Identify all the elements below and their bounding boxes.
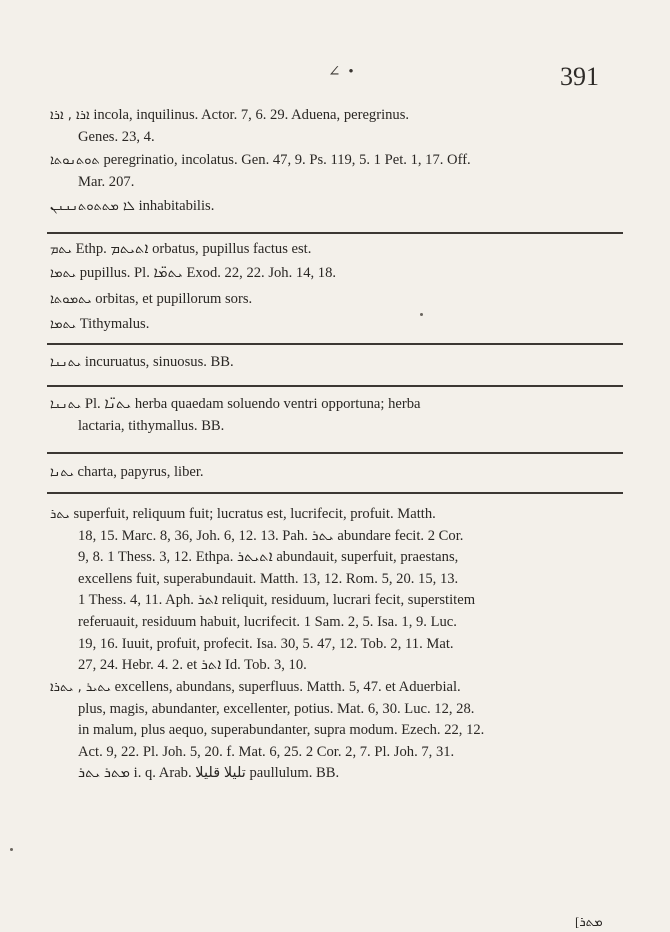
entry-continuation-line: Act. 9, 22. Pl. Joh. 5, 20. f. Mat. 6, 25. 2 Cor. 2, 7. Pl. Joh. 7, 31. <box>78 743 455 760</box>
syriac-headword: ܝܬܢܐ <box>50 465 74 480</box>
syriac-headword: ܝܬܡܘܬܐ <box>50 292 92 307</box>
entry-text: pupillus. Pl. ܝܬܡ̈ܐ Exod. 22, 22. Joh. 14, 18. <box>79 265 337 281</box>
syriac-headword: ܝܬܡܐ <box>50 317 77 332</box>
syriac-headword: ܝܬܝܪ , ܝܬܪܐ <box>50 680 111 695</box>
syriac-headword: ܐܪܐ , ܐܪܐ <box>50 108 90 123</box>
entry-orbatus <box>50 239 630 261</box>
entry-inhabitabilis <box>50 196 630 218</box>
entry-text: peregrinatio, incolatus. Gen. 47, 9. Ps. 119, 5. 1 Pet. 1, 17. Off. <box>103 152 471 168</box>
entry-text: Tithymalus. <box>79 316 150 332</box>
entry-continuation-line: 19, 16. Iuuit, profuit, profecit. Isa. 30, 5. 47, 12. Tob. 2, 11. Mat. <box>78 635 454 652</box>
syriac-headword: ܬܘܬܢܘܬܐ <box>50 153 100 168</box>
entry-continuation-line: excellens fuit, superabundauit. Matth. 13, 12. Rom. 5, 20. 15, 13. <box>78 570 459 587</box>
section-divider <box>47 343 623 345</box>
entry-continuation-line: ܡܬܪ ܝܬܪ i. q. Arab. تليلا قليلا paullulum. BB. <box>78 765 340 782</box>
entry-text: excellens, abundans, superfluus. Matth. 5, 47. et Aduerbial. <box>114 679 461 695</box>
syriac-headword: ܝܬܡܐ <box>50 266 77 281</box>
paper-speck <box>420 313 423 316</box>
syriac-headword: ܝܬܪ <box>50 507 70 522</box>
entry-text: incola, inquilinus. Actor. 7, 6. 29. Aduena, peregrinus. <box>93 107 410 123</box>
entry-text: orbitas, et pupillorum sors. <box>95 291 253 307</box>
entry-continuation-line: 1 Thess. 4, 11. Aph. ܐܬܪ reliquit, residuum, lucrari fecit, superstitem <box>78 592 476 609</box>
entry-superfuit <box>50 504 630 677</box>
entry-tithymalus <box>50 314 630 336</box>
entry-peregrinatio <box>50 150 630 193</box>
entry-text: charta, papyrus, liber. <box>77 464 204 480</box>
entry-continuation: lactaria, tithymallus. BB. <box>78 417 225 434</box>
entry-text: superfuit, reliquum fuit; lucratus est, lucrifecit, profuit. Matth. <box>73 506 436 522</box>
entry-continuation-line: 18, 15. Marc. 8, 36, Joh. 6, 12. 13. Pah. ܝܬܪ abundare fecit. 2 Cor. <box>78 527 464 544</box>
section-divider <box>47 492 623 494</box>
entry-charta <box>50 462 630 484</box>
entry-continuation-line: 9, 8. 1 Thess. 3, 12. Ethpa. ܐܬܝܬܪ abundauit, superfuit, praestans, <box>78 549 459 566</box>
syriac-headword: ܝܬܢܢܐ <box>50 355 82 370</box>
entry-orbitas <box>50 289 630 311</box>
entry-pupillus <box>50 263 630 285</box>
entry-continuation-line: 27, 24. Hebr. 4. 2. et ܐܬܪ Id. Tob. 3, 10. <box>78 657 307 674</box>
entry-text: Ethp. ܐܬܝܬܡ orbatus, pupillus factus est. <box>75 241 312 257</box>
entry-text: incuruatus, sinuosus. BB. <box>84 354 234 370</box>
syriac-headword: ܝܬܢܢܐ <box>50 397 82 412</box>
entry-continuation: Genes. 23, 4. <box>78 128 155 145</box>
entry-continuation-line: in malum, plus aequo, superabundanter, supra modum. Ezech. 22, 12. <box>78 722 485 739</box>
entry-continuation: Mar. 207. <box>78 173 135 190</box>
entry-continuation-line: plus, magis, abundanter, excellenter, potius. Mat. 6, 30. Luc. 12, 28. <box>78 700 475 717</box>
entry-excellens <box>50 677 630 785</box>
syriac-headword: ܝܬܡ <box>50 242 72 257</box>
entry-continuation-line: referuauit, residuum habuit, lucrifecit. 1 Sam. 2, 5. Isa. 1, 9. Luc. <box>78 613 457 630</box>
entry-text: Pl. ܝܬܢ̈ܐ herba quaedam soluendo ventri opportuna; herba <box>84 396 421 412</box>
catchword: [ܡܬܪ <box>575 914 603 929</box>
page-number: 391 <box>560 62 599 91</box>
section-divider <box>47 452 623 454</box>
signature-mark: ∠ • <box>328 64 356 80</box>
entry-herba <box>50 394 630 437</box>
entry-text: inhabitabilis. <box>138 198 215 214</box>
section-divider <box>47 232 623 234</box>
paper-speck <box>10 848 13 851</box>
syriac-headword: ܠܐ ܡܬܬܘܬܢܢܢܢ <box>50 199 135 214</box>
entry-incola <box>50 105 630 148</box>
section-divider <box>47 385 623 387</box>
entry-incuruatus <box>50 352 630 374</box>
